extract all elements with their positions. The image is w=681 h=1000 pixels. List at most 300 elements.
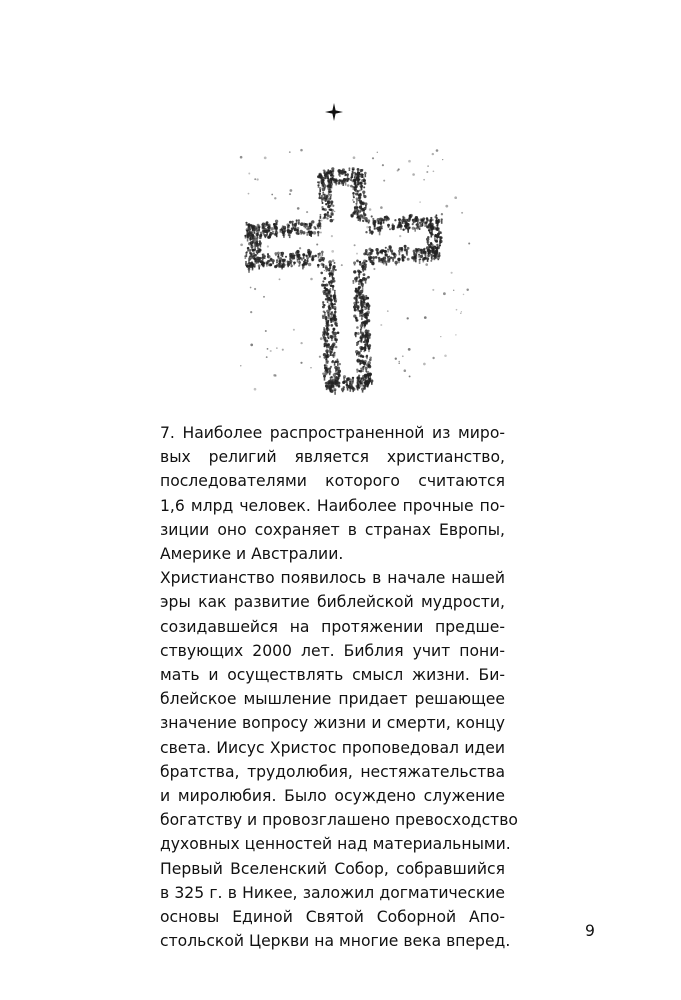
crowd-figure-body: [331, 315, 333, 318]
crowd-figure-body: [318, 255, 320, 258]
crowd-figure: [318, 220, 320, 222]
crowd-figure: [285, 256, 287, 258]
crowd-figure: [361, 306, 363, 308]
crowd-figure: [283, 259, 286, 262]
crowd-figure-body: [282, 266, 284, 268]
crowd-figure: [366, 383, 369, 386]
crowd-figure: [306, 211, 308, 213]
crowd-figure-body: [287, 266, 289, 268]
text-line: стольской Церкви на многие века вперед.: [160, 932, 511, 951]
crowd-figure: [434, 236, 436, 238]
crowd-figure-body: [292, 255, 294, 257]
crowd-figure-body: [352, 173, 354, 175]
crowd-figure: [337, 331, 340, 334]
crowd-figure: [398, 361, 400, 363]
crowd-figure: [366, 302, 369, 305]
crowd-figure-body: [441, 221, 443, 224]
crowd-figure: [320, 337, 323, 340]
crowd-figure: [369, 208, 372, 211]
crowd-figure: [279, 278, 281, 280]
crowd-figure: [356, 184, 358, 186]
crowd-figure: [327, 185, 330, 188]
crowd-figure-body: [360, 204, 362, 206]
crowd-figure: [253, 255, 256, 258]
crowd-figure-body: [347, 176, 349, 178]
crowd-figure: [317, 223, 320, 226]
crowd-figure: [274, 226, 277, 229]
crowd-figure: [418, 251, 420, 253]
crowd-figure: [354, 334, 356, 336]
crowd-figure: [258, 264, 261, 267]
crowd-figure: [373, 268, 375, 270]
crowd-figure-body: [437, 238, 439, 240]
crowd-figure: [325, 316, 328, 319]
crowd-figure-body: [297, 261, 299, 263]
text-line: 7. Наиболее распространенной из миро-: [160, 424, 505, 442]
crowd-figure: [332, 205, 334, 207]
crowd-figure: [402, 229, 404, 231]
crowd-figure-body: [267, 255, 269, 258]
crowd-figure: [359, 339, 362, 342]
crowd-figure: [415, 248, 418, 251]
crowd-figure-body: [319, 189, 321, 192]
crowd-figure-body: [245, 257, 247, 259]
crowd-figure: [298, 265, 300, 267]
crowd-figure: [422, 251, 424, 253]
crowd-figure: [244, 235, 246, 237]
crowd-figure-body: [345, 183, 347, 186]
text-line: братства, трудолюбия, нестяжательства: [160, 762, 505, 781]
crowd-figure: [308, 263, 311, 266]
crowd-figure-body: [307, 262, 309, 264]
crowd-figure: [333, 388, 336, 391]
crowd-figure-body: [245, 263, 247, 266]
crowd-figure-body: [333, 268, 335, 271]
crowd-figure: [282, 225, 284, 227]
crowd-figure: [328, 181, 330, 183]
crowd-figure: [254, 247, 256, 249]
crowd-figure: [276, 347, 277, 348]
crowd-figure: [330, 200, 333, 203]
crowd-figure: [419, 201, 421, 203]
crowd-figure-body: [322, 253, 324, 256]
crowd-figure: [303, 261, 305, 263]
crowd-figure: [317, 231, 320, 234]
crowd-figure: [323, 170, 324, 171]
crowd-figure: [357, 171, 359, 173]
crowd-figure: [330, 205, 332, 207]
crowd-figure-body: [358, 276, 360, 279]
crowd-figure: [289, 151, 291, 153]
text-line: Христианство появилось в начале нашей: [160, 569, 505, 588]
crowd-figure-body: [289, 236, 291, 238]
crowd-figure-body: [280, 266, 282, 269]
crowd-figure: [383, 180, 385, 182]
crowd-figure-body: [347, 388, 349, 391]
crowd-figure: [294, 223, 297, 226]
crowd-figure-body: [361, 327, 363, 329]
crowd-figure: [357, 190, 359, 192]
crowd-figure: [440, 236, 443, 239]
crowd-figure: [317, 253, 319, 255]
crowd-figure-body: [431, 219, 433, 222]
crowd-figure-body: [269, 236, 271, 238]
text-line: значение вопросу жизни и смерти, концу: [160, 714, 505, 733]
crowd-figure-body: [324, 187, 326, 189]
crowd-figure: [348, 167, 350, 169]
crowd-figure-body: [374, 223, 376, 227]
crowd-figure: [310, 278, 313, 281]
crowd-figure-body: [353, 282, 355, 284]
crowd-figure-body: [415, 250, 417, 252]
text-line: Первый Вселенский Собор, собравшийся: [160, 859, 505, 878]
crowd-figure: [329, 272, 332, 275]
crowd-figure: [455, 334, 456, 335]
crowd-figure-body: [407, 230, 409, 233]
crowd-figure: [323, 277, 326, 280]
crowd-figure-body: [291, 230, 293, 232]
crowd-figure: [271, 194, 273, 196]
crowd-figure: [256, 178, 258, 180]
crowd-figure: [322, 316, 325, 319]
crowd-figure: [270, 350, 272, 352]
crowd-figure: [407, 228, 410, 231]
crowd-figure: [328, 382, 330, 384]
crowd-figure: [323, 327, 325, 329]
crowd-figure-body: [297, 253, 299, 256]
crowd-figure: [359, 193, 361, 195]
crowd-figure-body: [349, 383, 351, 386]
crowd-figure: [313, 231, 316, 234]
crowd-figure: [253, 252, 255, 254]
crowd-figure: [339, 363, 341, 365]
crowd-figure-body: [356, 300, 358, 304]
crowd-figure: [245, 252, 247, 254]
crowd-figure-body: [367, 366, 369, 368]
crowd-figure-body: [325, 361, 327, 364]
crowd-figure-body: [284, 230, 286, 233]
crowd-figure-body: [377, 254, 379, 256]
crowd-figure: [248, 257, 251, 260]
crowd-figure: [273, 223, 276, 226]
crowd-figure-body: [298, 221, 300, 224]
crowd-figure-body: [369, 336, 371, 339]
crowd-figure: [353, 196, 355, 198]
crowd-figure: [289, 230, 291, 232]
crowd-figure: [262, 254, 264, 256]
crowd-figure-body: [253, 257, 255, 259]
crowd-figure: [297, 259, 299, 261]
crowd-figure: [364, 263, 367, 266]
crowd-figure: [456, 309, 458, 311]
crowd-figure: [353, 156, 356, 159]
crowd-figure-body: [319, 255, 321, 257]
crowd-figure: [267, 226, 269, 228]
crowd-figure: [354, 186, 356, 188]
crowd-figure: [364, 343, 366, 345]
text-line: и миролюбия. Было осуждено служение: [160, 787, 505, 806]
crowd-figure: [356, 276, 359, 279]
crowd-figure: [362, 285, 364, 287]
crowd-figure-body: [338, 378, 340, 380]
crowd-figure: [359, 336, 362, 339]
crowd-figure: [327, 314, 329, 316]
crowd-figure-body: [362, 324, 364, 326]
crowd-figure: [319, 356, 321, 358]
crowd-figure-body: [359, 199, 361, 201]
crowd-figure-body: [347, 180, 349, 182]
crowd-figure-body: [334, 364, 336, 366]
crowd-figure: [363, 268, 365, 270]
crowd-figure: [329, 209, 331, 211]
crowd-figure: [366, 338, 369, 341]
crowd-figure-body: [267, 228, 269, 231]
crowd-figure-body: [335, 325, 337, 327]
crowd-figure: [299, 247, 301, 249]
crowd-figure: [269, 259, 272, 262]
crowd-figure: [383, 257, 387, 261]
crowd-figure: [370, 249, 373, 252]
crowd-figure: [282, 349, 284, 351]
crowd-figure-body: [367, 340, 369, 342]
crowd-figure: [359, 263, 362, 266]
crowd-figure: [306, 227, 309, 230]
crowd-figure: [331, 317, 335, 321]
crowd-figure: [423, 248, 425, 250]
crowd-figure-body: [387, 258, 389, 261]
crowd-figure: [289, 193, 291, 195]
crowd-figure: [314, 227, 316, 229]
crowd-figure-body: [354, 174, 356, 176]
crowd-figure-body: [323, 171, 325, 174]
crowd-figure-body: [357, 382, 359, 385]
crowd-figure: [399, 235, 401, 237]
crowd-figure: [325, 283, 328, 286]
crowd-figure-body: [330, 274, 332, 276]
crowd-figure: [291, 266, 293, 268]
crowd-figure: [365, 220, 367, 222]
crowd-figure-body: [260, 237, 262, 239]
crowd-figure: [331, 349, 333, 351]
crowd-figure: [339, 179, 341, 181]
crowd-figure: [358, 286, 361, 289]
crowd-figure-body: [322, 303, 324, 305]
crowd-figure-body: [332, 351, 334, 353]
crowd-figure-body: [366, 317, 368, 320]
crowd-figure-body: [423, 220, 425, 222]
crowd-figure-body: [413, 259, 415, 262]
crowd-figure: [345, 178, 347, 180]
crowd-figure: [322, 259, 324, 261]
crowd-figure: [380, 222, 383, 225]
crowd-figure-body: [266, 264, 268, 267]
crowd-figure: [263, 296, 265, 298]
crowd-figure-body: [332, 333, 334, 337]
crowd-figure: [300, 362, 302, 364]
crowd-figure: [331, 280, 333, 282]
crowd-figure-body: [402, 259, 404, 262]
crowd-figure: [240, 365, 241, 366]
crowd-figure: [335, 269, 337, 271]
crowd-figure: [297, 207, 300, 210]
crowd-figure-body: [368, 222, 370, 224]
crowd-figure: [323, 353, 326, 356]
crowd-figure-body: [254, 231, 256, 233]
crowd-figure-body: [360, 188, 362, 191]
crowd-figure: [326, 217, 328, 219]
crowd-figure: [353, 201, 355, 203]
crowd-figure: [356, 260, 359, 263]
crowd-figure: [336, 321, 337, 322]
crowd-figure: [363, 305, 365, 307]
crowd-figure: [331, 235, 333, 237]
crowd-figure: [430, 217, 432, 219]
crowd-figure: [318, 182, 320, 184]
crowd-figure: [240, 156, 243, 159]
crowd-figure: [440, 336, 441, 337]
crowd-figure-body: [362, 390, 364, 393]
crowd-figure-body: [330, 353, 332, 356]
crowd-figure: [334, 303, 336, 305]
crowd-figure-body: [417, 221, 419, 224]
crowd-figure-body: [323, 329, 325, 331]
crowd-figure: [363, 213, 366, 216]
crowd-figure: [291, 221, 293, 223]
crowd-figure-body: [359, 315, 361, 317]
crowd-figure: [331, 311, 333, 313]
crowd-figure-body: [380, 261, 382, 263]
crowd-figure: [358, 273, 360, 275]
crowd-figure: [292, 253, 295, 256]
crowd-figure-body: [419, 261, 421, 264]
crowd-figure-body: [423, 260, 425, 262]
text-line: зиции оно сохраняет в странах Европы,: [160, 520, 505, 539]
crowd-figure-body: [356, 353, 358, 356]
crowd-figure-body: [342, 183, 344, 186]
crowd-figure: [466, 289, 468, 291]
paragraph-2: [160, 566, 518, 953]
crowd-figure-body: [356, 200, 358, 203]
crowd-figure-body: [339, 182, 341, 184]
crowd-figure: [360, 354, 363, 357]
crowd-figure-body: [252, 267, 254, 270]
crowd-figure: [248, 223, 250, 225]
crowd-figure-body: [365, 381, 367, 384]
crowd-figure: [401, 248, 404, 251]
crowd-figure-body: [357, 181, 359, 183]
crowd-figure-body: [356, 279, 358, 282]
page-number: 9: [585, 922, 595, 940]
crowd-figure: [340, 172, 343, 175]
crowd-figure: [355, 317, 358, 320]
crowd-figure: [451, 272, 453, 274]
crowd-figure: [327, 211, 329, 213]
crowd-figure: [439, 244, 441, 246]
crowd-figure: [320, 232, 322, 234]
crowd-figure: [371, 215, 373, 217]
crowd-figure: [250, 344, 253, 347]
crowd-figure-body: [343, 171, 345, 173]
crowd-figure: [327, 292, 329, 294]
crowd-figure: [356, 368, 358, 370]
crowd-figure: [361, 301, 363, 303]
crowd-figure-body: [278, 265, 280, 268]
crowd-figure-body: [432, 251, 434, 254]
crowd-figure: [250, 252, 253, 255]
crowd-figure: [378, 257, 381, 260]
crowd-figure-body: [355, 319, 357, 321]
crowd-figure: [334, 290, 336, 292]
crowd-figure: [290, 189, 293, 192]
crowd-figure: [272, 231, 274, 233]
crowd-figure: [418, 254, 420, 256]
crowd-figure: [419, 259, 421, 261]
crowd-figure-body: [369, 375, 371, 378]
text-line: мать и осуществлять смысл жизни. Би-: [160, 666, 505, 685]
crowd-figure: [333, 313, 336, 316]
crowd-figure: [336, 369, 339, 372]
crowd-figure-body: [326, 269, 328, 272]
crowd-figure-body: [406, 253, 408, 256]
crowd-figure: [270, 227, 274, 231]
crowd-figure-body: [359, 220, 361, 222]
crowd-figure-body: [356, 303, 358, 306]
crowd-figure: [282, 264, 284, 266]
crowd-figure-body: [350, 389, 352, 392]
crowd-figure: [300, 342, 302, 344]
crowd-figure: [402, 355, 404, 357]
crowd-figure: [322, 264, 324, 266]
crowd-figure-body: [363, 378, 365, 381]
crowd-figure-body: [424, 224, 426, 227]
crowd-figure: [438, 219, 440, 221]
crowd-figure: [326, 351, 328, 353]
crowd-figure: [414, 228, 416, 230]
crowd-figure: [290, 258, 292, 260]
crowd-figure-body: [370, 380, 372, 383]
crowd-figure: [366, 380, 368, 382]
crowd-figure: [360, 328, 362, 330]
crowd-figure-body: [329, 283, 331, 285]
crowd-figure: [372, 220, 375, 223]
crowd-figure: [352, 170, 354, 172]
crowd-figure-body: [399, 252, 401, 255]
crowd-figure: [365, 329, 368, 332]
crowd-figure: [423, 363, 426, 366]
crowd-figure-body: [263, 225, 265, 228]
crowd-figure: [325, 324, 328, 327]
crowd-figure: [325, 358, 327, 360]
crowd-figure: [460, 313, 461, 314]
crowd-figure-body: [367, 342, 369, 345]
crowd-figure-body: [306, 225, 308, 227]
crowd-figure-body: [253, 238, 255, 241]
crowd-figure: [387, 310, 389, 312]
crowd-figure: [406, 219, 408, 221]
crowd-figure: [335, 380, 337, 382]
crowd-figure: [325, 298, 327, 300]
crowd-figure: [289, 221, 292, 224]
crowd-figure: [334, 310, 336, 312]
crowd-figure-body: [371, 233, 373, 235]
crowd-figure: [434, 245, 436, 247]
crowd-figure: [267, 253, 269, 255]
crowd-figure: [468, 242, 470, 244]
crowd-figure: [363, 195, 366, 198]
crowd-figure-body: [357, 371, 359, 373]
crowd-figure: [323, 331, 326, 334]
crowd-figure: [262, 262, 264, 264]
